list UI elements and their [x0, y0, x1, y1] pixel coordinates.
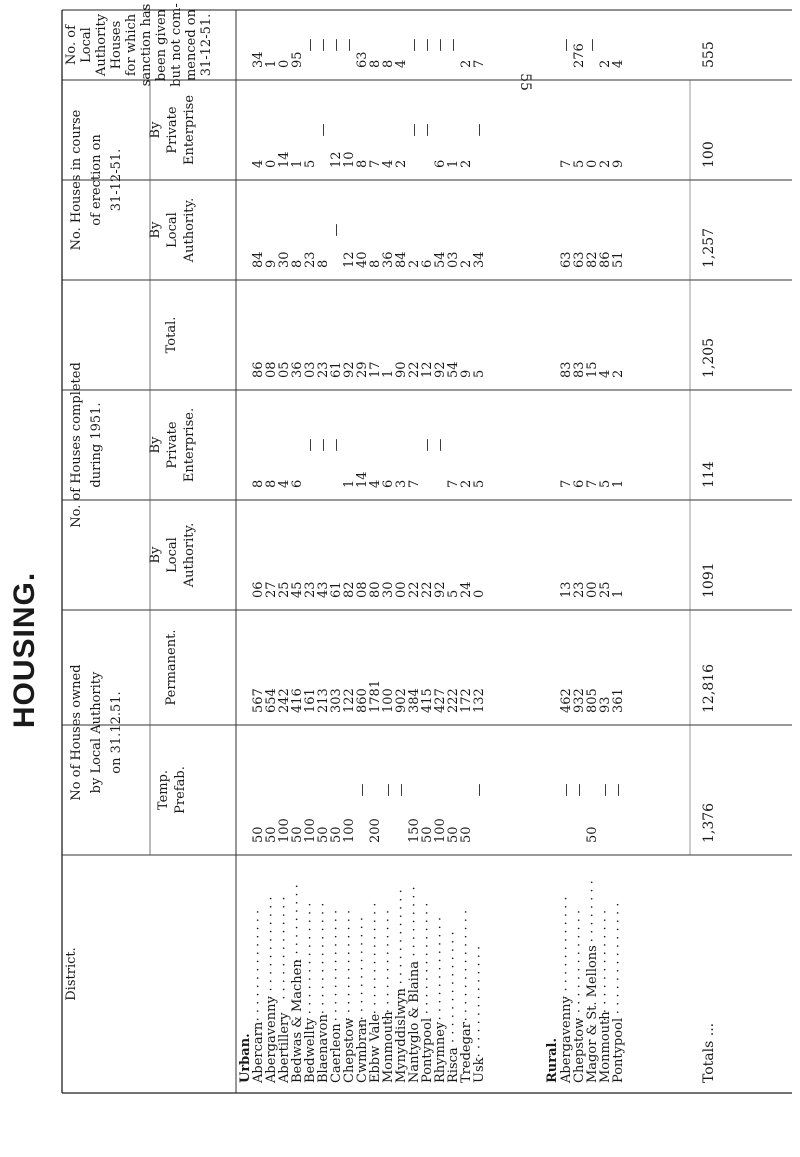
rural-leader-dots: · · · · · · · ·	[585, 880, 600, 943]
urban-cell-sanction: 8	[368, 59, 383, 68]
column-header-sanction: menced on	[184, 8, 199, 82]
urban-district-name: Bedwellty	[303, 1017, 318, 1083]
urban-cell-comp_pe: 14	[355, 471, 370, 488]
urban-cell-course_la: 30	[277, 251, 292, 268]
urban-cell-course_la: 8	[316, 259, 331, 268]
urban-cell-comp_la: 5	[446, 589, 461, 598]
rural-cell-course_pe: 2	[598, 159, 613, 168]
urban-cell-temp: 100	[303, 818, 318, 843]
urban-dash-temp: —	[394, 783, 409, 797]
column-header-course_la: Authority.	[182, 197, 197, 263]
urban-cell-course_la: 8	[368, 259, 383, 268]
column-header-district: District.	[64, 947, 79, 1001]
urban-cell-comp_pe: 7	[407, 479, 422, 488]
rural-cell-perm: 361	[611, 688, 626, 713]
rural-district-name: Abergavenny	[559, 996, 574, 1083]
group-header-owned: on 31.12.51.	[109, 691, 124, 774]
column-header-sanction: 31-12-51.	[199, 13, 214, 77]
rural-cell-sanction: 2	[598, 59, 613, 68]
rural-leader-dots: · · · · · · · · · · · · · ·	[572, 909, 587, 1022]
rural-cell-comp_la: 13	[559, 581, 574, 598]
urban-cell-course_pe: 4	[381, 159, 396, 168]
urban-cell-sanction: 4	[394, 59, 409, 68]
urban-cell-comp_pe: 1	[342, 479, 357, 488]
urban-dash-sanction: —	[342, 38, 357, 52]
urban-cell-temp: 50	[329, 826, 344, 843]
urban-dash-temp: —	[355, 783, 370, 797]
urban-cell-perm: 172	[459, 688, 474, 713]
rural-cell-course_pe: 0	[585, 159, 600, 168]
urban-cell-temp: 50	[264, 826, 279, 843]
urban-cell-perm: 242	[277, 688, 292, 713]
urban-district-name: Cwmbran	[355, 1018, 370, 1083]
urban-cell-temp: 50	[290, 826, 305, 843]
urban-district-name: Abergavenny	[264, 996, 279, 1083]
urban-cell-comp_pe: 4	[277, 479, 292, 488]
urban-cell-comp_tot: 36	[290, 361, 305, 378]
urban-cell-perm: 1781	[368, 679, 383, 713]
urban-cell-comp_pe: 4	[368, 479, 383, 488]
urban-cell-comp_pe: 2	[459, 479, 474, 488]
urban-leader-dots: · · · · · · · · · · · · ·	[277, 896, 292, 1000]
urban-cell-comp_tot: 1	[381, 369, 396, 378]
rural-district-name: Pontypool	[611, 1017, 626, 1083]
rural-cell-course_la: 63	[559, 251, 574, 268]
urban-dash-course_la: —	[329, 223, 344, 237]
urban-cell-comp_tot: 08	[264, 361, 279, 378]
urban-cell-comp_pe: 8	[251, 479, 266, 488]
urban-dash-sanction: —	[329, 38, 344, 52]
column-header-course_la: Local	[165, 212, 180, 248]
urban-district-name: Chepstow	[342, 1017, 357, 1083]
urban-cell-temp: 50	[420, 826, 435, 843]
urban-cell-comp_la: 00	[394, 581, 409, 598]
urban-cell-perm: 100	[381, 688, 396, 713]
urban-cell-sanction: 7	[472, 59, 487, 68]
urban-cell-course_la: 54	[433, 251, 448, 268]
urban-district-name: Blaenavon	[316, 1014, 331, 1083]
urban-cell-course_la: 34	[472, 251, 487, 268]
urban-cell-comp_la: 82	[342, 581, 357, 598]
urban-district-name: Rhymney	[433, 1021, 448, 1083]
urban-cell-comp_pe: 5	[472, 479, 487, 488]
urban-cell-comp_pe: 8	[264, 479, 279, 488]
urban-cell-perm: 416	[290, 688, 305, 713]
urban-cell-comp_tot: 54	[446, 361, 461, 378]
rural-dash-temp: —	[611, 783, 626, 797]
urban-cell-perm: 122	[342, 688, 357, 713]
urban-dash-sanction: —	[420, 38, 435, 52]
rural-cell-course_la: 82	[585, 251, 600, 268]
urban-district-name: Usk	[472, 1057, 487, 1083]
urban-leader-dots: · · · · · · · · ·	[407, 886, 422, 957]
urban-cell-perm: 132	[472, 688, 487, 713]
totals-cell-perm: 12,816	[701, 664, 717, 713]
urban-cell-course_pe: 8	[355, 159, 370, 168]
urban-cell-comp_pe: 7	[446, 479, 461, 488]
rural-cell-sanction: 276	[572, 43, 587, 68]
column-header-sanction: for which	[124, 13, 139, 77]
rural-cell-comp_la: 1	[611, 589, 626, 598]
column-header-course_pe: Private	[165, 106, 180, 154]
urban-cell-comp_la: 43	[316, 581, 331, 598]
rural-district-name: Chepstow	[572, 1017, 587, 1083]
rural-district-name: Monmouth	[598, 1011, 613, 1083]
column-header-sanction: Houses	[109, 20, 124, 70]
rural-cell-comp_tot: 2	[611, 369, 626, 378]
urban-cell-course_la: 2	[407, 259, 422, 268]
urban-cell-perm: 384	[407, 688, 422, 713]
urban-dash-comp_pe: —	[316, 438, 331, 452]
urban-cell-comp_la: 27	[264, 581, 279, 598]
urban-cell-perm: 567	[251, 688, 266, 713]
group-header-course: 31-12-51.	[109, 148, 124, 212]
urban-cell-perm: 161	[303, 688, 318, 713]
urban-dash-sanction: —	[446, 38, 461, 52]
column-header-course_la: By	[148, 221, 163, 239]
urban-leader-dots: · · · · · · · · · · · · · ·	[433, 917, 448, 1029]
urban-cell-comp_la: 24	[459, 581, 474, 598]
urban-cell-course_pe: 4	[251, 159, 266, 168]
urban-dash-sanction: —	[303, 38, 318, 52]
urban-cell-temp: 150	[407, 818, 422, 843]
urban-dash-comp_pe: —	[303, 438, 318, 452]
urban-district-name: Abercarn	[251, 1021, 266, 1083]
page-title-text: HOUSING.	[8, 571, 41, 729]
urban-cell-comp_pe: 3	[394, 479, 409, 488]
urban-cell-perm: 654	[264, 688, 279, 713]
group-header-completed: No. of Houses completed	[69, 362, 84, 528]
urban-cell-comp_tot: 92	[342, 361, 357, 378]
column-header-sanction: sanction has	[139, 3, 154, 87]
urban-cell-comp_tot: 92	[433, 361, 448, 378]
rural-cell-course_la: 86	[598, 251, 613, 268]
rural-cell-comp_pe: 1	[611, 479, 626, 488]
urban-cell-perm: 427	[433, 688, 448, 713]
rural-cell-perm: 805	[585, 688, 600, 713]
rural-dash-temp: —	[572, 783, 587, 797]
rural-dash-temp: —	[598, 783, 613, 797]
urban-cell-comp_tot: 9	[459, 369, 474, 378]
rural-cell-comp_tot: 83	[572, 361, 587, 378]
urban-leader-dots: · · · · · · · · · · · · · ·	[316, 902, 331, 1015]
group-header-course: No. Houses in course	[69, 109, 84, 251]
totals-cell-temp: 1,376	[701, 802, 717, 843]
rural-cell-comp_pe: 7	[559, 479, 574, 488]
urban-cell-comp_la: 0	[472, 589, 487, 598]
urban-cell-course_pe: 5	[303, 159, 318, 168]
rural-heading: Rural.	[545, 1038, 560, 1083]
rural-cell-comp_pe: 5	[598, 479, 613, 488]
totals-cell-course_pe: 100	[701, 141, 717, 168]
urban-cell-comp_tot: 03	[303, 361, 318, 378]
urban-leader-dots: · · · · · · · · · · · · · ·	[472, 945, 487, 1058]
urban-cell-comp_tot: 29	[355, 361, 370, 378]
urban-cell-perm: 415	[420, 688, 435, 713]
urban-district-name: Caerleon	[329, 1023, 344, 1083]
rural-district-name: Magor & St. Mellons	[585, 945, 600, 1083]
urban-dash-course_pe: —	[420, 123, 435, 137]
column-header-comp_la: Local	[165, 537, 180, 573]
urban-cell-comp_la: 23	[303, 581, 318, 598]
urban-cell-comp_la: 22	[407, 581, 422, 598]
urban-cell-course_la: 2	[459, 259, 474, 268]
rural-cell-course_pe: 5	[572, 159, 587, 168]
urban-leader-dots: · · · · · · · · · · · · ·	[264, 896, 279, 1000]
urban-cell-comp_tot: 90	[394, 361, 409, 378]
urban-cell-course_pe: 7	[368, 159, 383, 168]
rural-cell-perm: 462	[559, 688, 574, 713]
urban-cell-sanction: 8	[381, 59, 396, 68]
urban-cell-sanction: 1	[264, 59, 279, 68]
urban-cell-course_la: 9	[264, 259, 279, 268]
urban-cell-temp: 50	[446, 826, 461, 843]
group-header-owned: No of Houses owned	[69, 664, 84, 801]
rural-cell-comp_tot: 15	[585, 361, 600, 378]
urban-district-name: Monmouth	[381, 1011, 396, 1083]
urban-cell-course_pe: 10	[342, 151, 357, 168]
rural-cell-course_pe: 9	[611, 159, 626, 168]
urban-cell-course_pe: 1	[290, 159, 305, 168]
totals-cell-comp_la: 1091	[701, 562, 717, 598]
urban-leader-dots: · · · · · · · · · · · · · ·	[381, 909, 396, 1022]
rural-cell-course_la: 63	[572, 251, 587, 268]
urban-cell-course_la: 84	[251, 251, 266, 268]
urban-leader-dots: · · · · · · · · · · · · · ·	[420, 902, 435, 1015]
urban-dash-comp_pe: —	[420, 438, 435, 452]
urban-cell-comp_tot: 12	[420, 361, 435, 378]
column-header-sanction: Authority	[94, 13, 109, 77]
urban-leader-dots: · · · · · · · · · · · · · ·	[251, 909, 266, 1022]
urban-cell-comp_la: 06	[251, 581, 266, 598]
urban-cell-course_la: 36	[381, 251, 396, 268]
rural-dash-sanction: —	[585, 38, 600, 52]
column-header-temp: Prefab.	[173, 766, 188, 814]
urban-cell-comp_pe: 6	[290, 479, 305, 488]
urban-leader-dots: · · · · · · · · · · · · · ·	[368, 902, 383, 1015]
urban-cell-temp: 100	[342, 818, 357, 843]
urban-cell-comp_pe: 6	[381, 479, 396, 488]
urban-cell-course_pe: 0	[264, 159, 279, 168]
column-header-comp_la: Authority.	[182, 522, 197, 588]
urban-cell-perm: 303	[329, 688, 344, 713]
urban-cell-sanction: 2	[459, 59, 474, 68]
urban-district-name: Tredegar	[459, 1022, 474, 1083]
column-header-temp: Temp.	[156, 769, 171, 811]
urban-dash-temp: —	[472, 783, 487, 797]
urban-cell-comp_tot: 22	[407, 361, 422, 378]
urban-cell-course_la: 40	[355, 251, 370, 268]
totals-cell-sanction: 555	[701, 41, 717, 68]
urban-cell-temp: 100	[277, 818, 292, 843]
urban-cell-sanction: 95	[290, 51, 305, 68]
column-header-sanction: Local	[79, 27, 94, 63]
urban-cell-comp_la: 45	[290, 581, 305, 598]
column-header-course_pe: Enterprise	[182, 94, 197, 166]
column-header-comp_pe: Private	[165, 421, 180, 469]
urban-leader-dots: · · · · · · · · · · · · · ·	[459, 909, 474, 1022]
urban-leader-dots: · · · · · · · · · · · · · ·	[329, 909, 344, 1022]
totals-cell-course_la: 1,257	[701, 227, 717, 268]
urban-cell-course_pe: 12	[329, 151, 344, 168]
group-header-owned: by Local Authority	[89, 671, 104, 794]
urban-cell-course_la: 12	[342, 251, 357, 268]
column-header-comp_tot: Total.	[164, 316, 179, 354]
urban-cell-course_pe: 2	[459, 159, 474, 168]
urban-cell-temp: 100	[433, 818, 448, 843]
urban-cell-comp_tot: 23	[316, 361, 331, 378]
column-header-sanction: but not com-	[169, 3, 184, 87]
totals-cell-comp_tot: 1,205	[701, 337, 717, 378]
urban-cell-temp: 200	[368, 818, 383, 843]
column-header-sanction: No. of	[64, 25, 79, 65]
urban-cell-course_pe: 6	[433, 159, 448, 168]
urban-district-name: Abertillery	[277, 1012, 292, 1083]
column-header-comp_pe: By	[148, 436, 163, 454]
urban-cell-course_pe: 2	[394, 159, 409, 168]
urban-cell-comp_la: 22	[420, 581, 435, 598]
rural-cell-temp: 50	[585, 826, 600, 843]
urban-cell-temp: 50	[251, 826, 266, 843]
urban-cell-sanction: 0	[277, 59, 292, 68]
urban-cell-course_la: 84	[394, 251, 409, 268]
urban-cell-temp: 50	[316, 826, 331, 843]
urban-dash-comp_pe: —	[433, 438, 448, 452]
rural-dash-sanction: —	[559, 38, 574, 52]
urban-dash-course_pe: —	[316, 123, 331, 137]
urban-cell-perm: 902	[394, 688, 409, 713]
urban-cell-perm: 213	[316, 688, 331, 713]
urban-cell-temp: 50	[459, 826, 474, 843]
urban-dash-course_pe: —	[472, 123, 487, 137]
urban-district-name: Bedwas & Machen	[290, 959, 305, 1083]
urban-cell-course_la: 23	[303, 251, 318, 268]
urban-leader-dots: · · · · · · · · · · ·	[290, 884, 305, 971]
rural-leader-dots: · · · · · · · · · · · · · ·	[611, 902, 626, 1015]
urban-dash-temp: —	[381, 783, 396, 797]
urban-cell-comp_la: 61	[329, 581, 344, 598]
column-header-perm: Permanent.	[164, 629, 179, 706]
column-header-comp_pe: Enterprise.	[182, 407, 197, 483]
urban-cell-course_la: 6	[420, 259, 435, 268]
urban-dash-sanction: —	[433, 38, 448, 52]
urban-district-name: Mynyddislwyn	[394, 988, 409, 1083]
rural-cell-course_la: 51	[611, 251, 626, 268]
urban-leader-dots: · · · · · · · · · · · · · ·	[446, 931, 461, 1043]
urban-cell-comp_la: 30	[381, 581, 396, 598]
column-header-course_pe: By	[148, 121, 163, 139]
rural-dash-temp: —	[559, 783, 574, 797]
urban-cell-comp_tot: 61	[329, 361, 344, 378]
rural-cell-comp_la: 25	[598, 581, 613, 598]
urban-leader-dots: · · · · · · · · · · · · · ·	[303, 902, 318, 1015]
urban-cell-comp_tot: 86	[251, 361, 266, 378]
group-header-course: of erection on	[89, 134, 104, 226]
page-number: 55	[516, 73, 533, 91]
totals-label: Totals ...	[701, 1022, 717, 1083]
urban-cell-comp_la: 92	[433, 581, 448, 598]
column-header-sanction: been given	[154, 8, 169, 82]
rural-cell-comp_pe: 7	[585, 479, 600, 488]
urban-cell-comp_tot: 05	[277, 361, 292, 378]
urban-leader-dots: · · · · · · · · · · · · · ·	[342, 909, 357, 1022]
totals-cell-comp_pe: 114	[701, 461, 717, 488]
urban-dash-sanction: —	[407, 38, 422, 52]
rural-cell-course_pe: 7	[559, 159, 574, 168]
rural-leader-dots: · · · · · · · · · · · · ·	[559, 896, 574, 1000]
urban-leader-dots: · · · · · · · · · · · · · ·	[355, 917, 370, 1029]
urban-cell-comp_la: 08	[355, 581, 370, 598]
urban-leader-dots: · · · · · · · · · · · · ·	[394, 889, 409, 993]
urban-cell-comp_la: 80	[368, 581, 383, 598]
urban-cell-perm: 860	[355, 688, 370, 713]
urban-cell-course_pe: 14	[277, 151, 292, 168]
urban-cell-sanction: 34	[251, 51, 266, 68]
urban-cell-course_pe: 1	[446, 159, 461, 168]
urban-cell-comp_tot: 5	[472, 369, 487, 378]
rural-cell-comp_la: 00	[585, 581, 600, 598]
group-header-completed: during 1951.	[89, 402, 104, 488]
urban-cell-course_la: 03	[446, 251, 461, 268]
urban-cell-comp_tot: 17	[368, 361, 383, 378]
rural-cell-comp_tot: 4	[598, 369, 613, 378]
column-header-comp_la: By	[148, 546, 163, 564]
rural-cell-sanction: 4	[611, 59, 626, 68]
rural-cell-perm: 93	[598, 696, 613, 713]
urban-district-name: Risca	[446, 1047, 461, 1083]
urban-district-name: Ebbw Vale	[368, 1013, 383, 1083]
rural-cell-comp_la: 23	[572, 581, 587, 598]
rural-leader-dots: · · · · · · · · · · · · · ·	[598, 909, 613, 1022]
urban-heading: Urban.	[238, 1033, 253, 1083]
urban-cell-sanction: 63	[355, 51, 370, 68]
urban-dash-sanction: —	[316, 38, 331, 52]
rural-cell-perm: 932	[572, 688, 587, 713]
urban-cell-perm: 222	[446, 688, 461, 713]
urban-district-name: Pontypool	[420, 1017, 435, 1083]
urban-district-name: Nantyglo & Blaina	[407, 961, 422, 1083]
rural-cell-comp_tot: 83	[559, 361, 574, 378]
urban-dash-course_pe: —	[407, 123, 422, 137]
urban-cell-course_la: 8	[290, 259, 305, 268]
urban-dash-comp_pe: —	[329, 438, 344, 452]
rural-cell-comp_pe: 6	[572, 479, 587, 488]
urban-cell-comp_la: 25	[277, 581, 292, 598]
